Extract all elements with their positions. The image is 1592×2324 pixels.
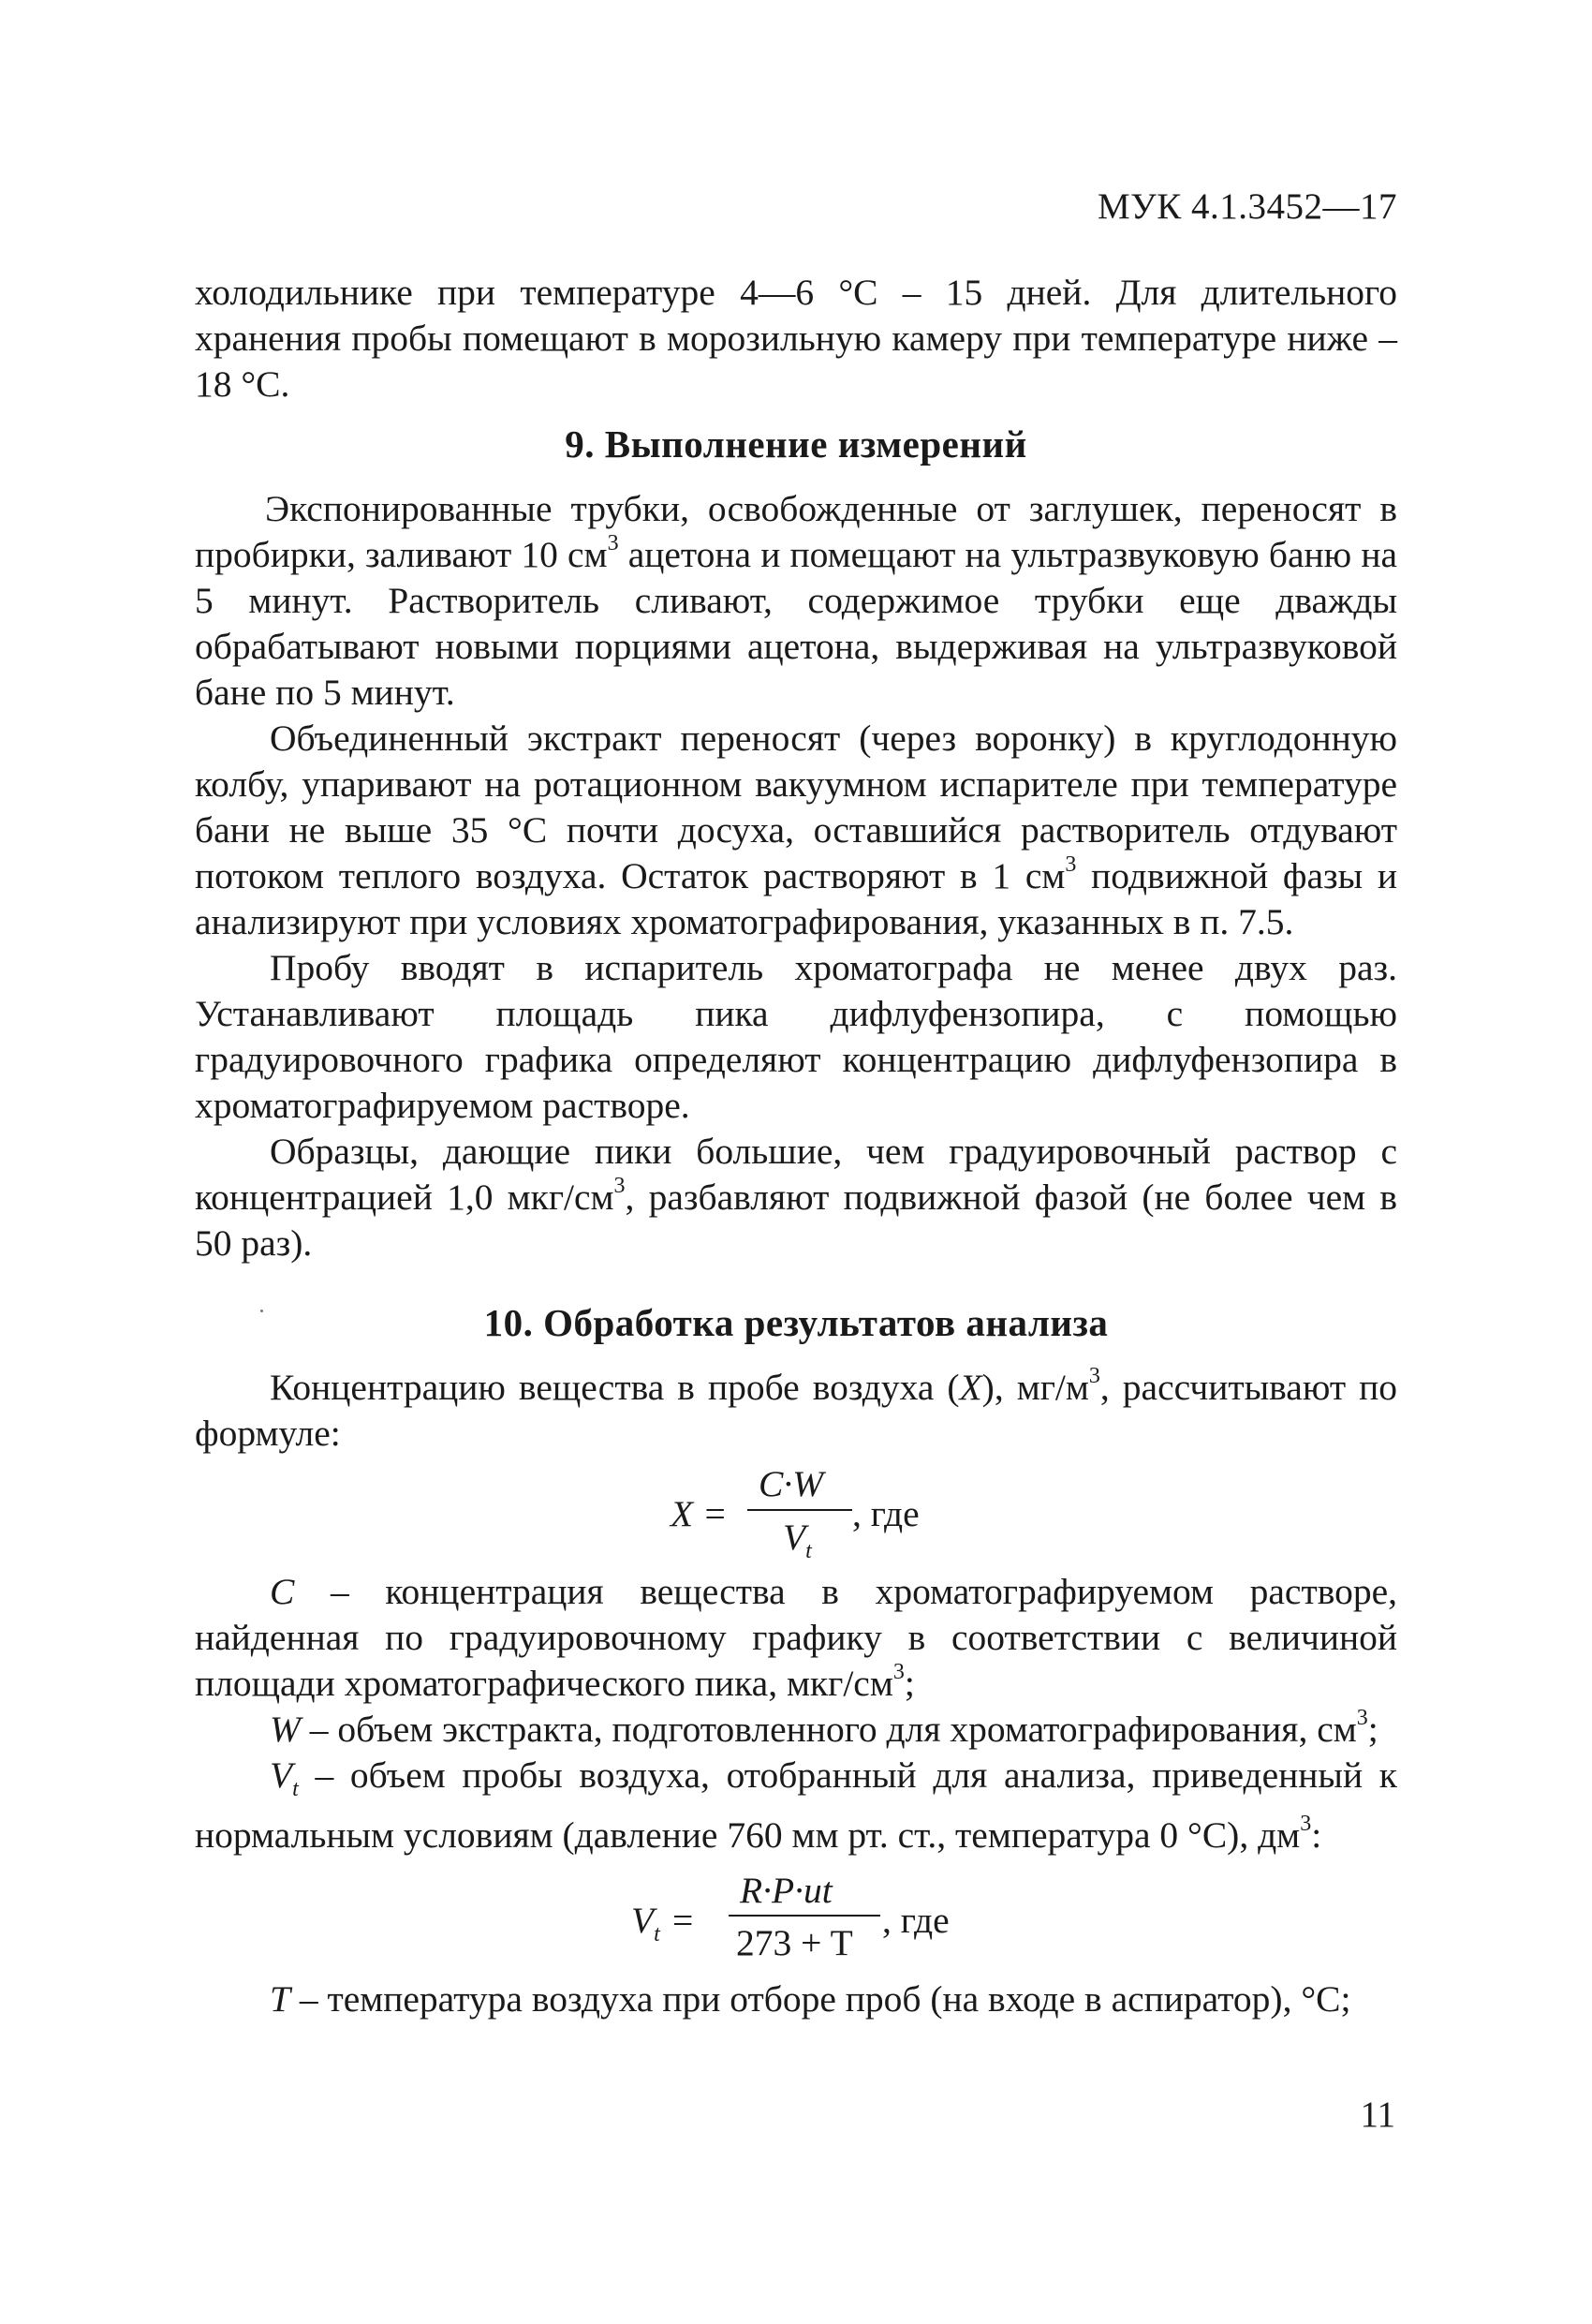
formula-1-tail: , где [852,1493,920,1534]
document-body [195,270,1397,2022]
page-number: 11 [1360,2095,1395,2135]
definition-t: T – температура воздуха при отборе проб (на входе в аспиратор), °С; [270,1977,1351,2020]
formula-2-denominator: 273 + T [736,1921,853,1963]
formula-1-fraction-bar [747,1509,852,1511]
formula-volume [195,1858,1397,1976]
formula-1-lhs: X = [671,1493,728,1534]
definition-vt: $V_t$ – объем пробы воздуха, отобранный для анализа, приведенный к нормальным условиям (давление 760 мм рт. ст., температура 0 °С), $дм^3$: [195,1754,1397,1856]
formula-1-numerator: C·W [759,1463,824,1504]
section-9-title: 9. Выполнение измерений [565,422,1027,466]
formula-1-denominator: $V_t$ [783,1517,812,1563]
document-code: МУК 4.1.3452—17 [1097,186,1397,227]
formula-concentration [195,1457,1397,1569]
section-9-paragraph-4: Образцы, дающие пики большие, чем градуировочный раствор с концентрацией 1,0 мкг/$см^3$, разбавляют подвижной фазой (не более чем в 50 раз). [195,1131,1397,1264]
formula-2-tail: , где [882,1899,950,1941]
scan-artifact-dot [260,1310,263,1312]
formula-2-equals: = [672,1899,694,1941]
intro-paragraph: холодильнике при температуре 4—6 °С – 15 дней. Для длительного хранения пробы помещают в морозильную камеру при температуре ниже –18 °С. [195,272,1397,405]
definition-c: C – концентрация вещества в хроматографируемом растворе, найденная по градуировочному графику в соответствии с величиной площади хроматографического пика, мкг/$см^3$; [195,1571,1397,1704]
section-9-paragraph-1: Экспонированные трубки, освобожденные от заглушек, переносят в пробирки, заливают 10 $см^3$ ацетона и помещают на ультразвуковую баню на 5 минут. Растворитель сливают, содержимое трубки еще дважды обрабатывают новыми порциями ацетона, выдерживая на ультразвуковой бане по 5 минут. [195,488,1397,713]
formula-2-lhs: $V_t$ [631,1899,660,1947]
section-9-paragraph-3: Пробу вводят в испаритель хроматографа не менее двух раз. Устанавливают площадь пика дифлуфензопира, с помощью градуировочного графика определяют концентрацию дифлуфензопира в хроматографируемом растворе. [195,947,1397,1126]
section-10-paragraph-1: Концентрацию вещества в пробе воздуха (X), $мг/м^3$, рассчитывают по формуле: [195,1363,1397,1454]
section-9-paragraph-2: Объединенный экстракт переносят (через воронку) в круглодонную колбу, упаривают на ротационном вакуумном испарителе при температуре бани не выше 35 °С почти досуха, оставшийся растворитель отдувают потоком теплого воздуха. Остаток растворяют в 1 $см^3$ подвижной фазы и анализируют при условиях хроматографирования, указанных в п. 7.5. [195,718,1397,942]
definition-w: W – объем экстракта, подготовленного для хроматографирования, $см^3$; [270,1705,1378,1750]
formula-2-numerator: R·P·ut [740,1869,833,1911]
formula-2-fraction-bar [729,1915,880,1917]
section-10-title: 10. Обработка результатов анализа [483,1301,1109,1344]
